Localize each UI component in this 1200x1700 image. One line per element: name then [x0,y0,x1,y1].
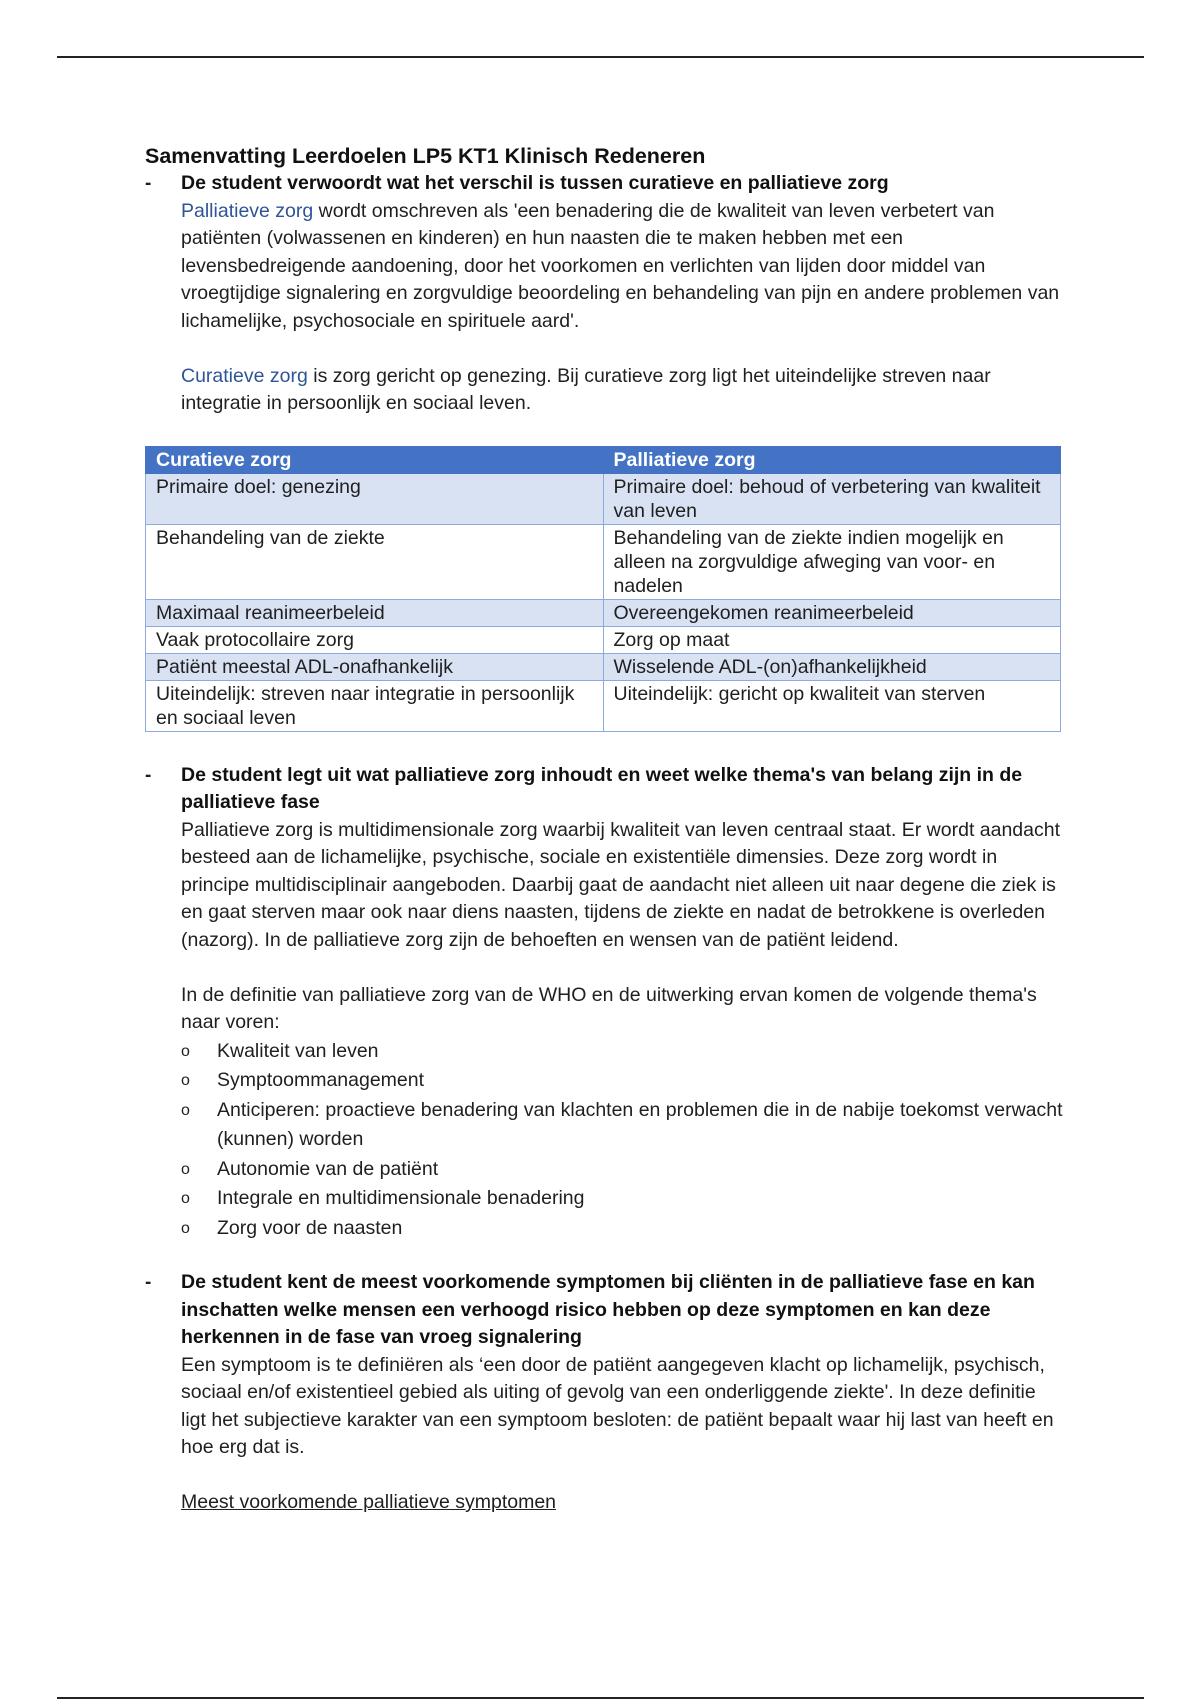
table-cell: Behandeling van de ziekte [146,524,604,599]
table-cell: Uiteindelijk: gericht op kwaliteit van sterven [603,680,1061,731]
list-item [181,1214,1065,1244]
document-content [145,142,1065,1517]
circle-bullet-icon: o [181,1101,190,1119]
table-cell: Maximaal reanimeerbeleid [146,599,604,626]
top-rule [57,56,1144,58]
section-bullet: - [145,1272,152,1293]
table-cell: Zorg op maat [603,626,1061,653]
table-cell: Overeengekomen reanimeerbeleid [603,599,1061,626]
section-palliative-themes [145,762,1065,1037]
table-cell: Patiënt meestal ADL-onafhankelijk [146,653,604,680]
table-row [146,473,1061,524]
table-row [146,599,1061,626]
section-heading: De student kent de meest voorkomende symptomen bij cliënten in de palliatieve fase en kan inschatten welke mensen een verhoogd risico hebben op deze symptomen en kan deze herkennen in de fase van vroeg signalering [181,1271,1035,1348]
palliative-definition-text: wordt omschreven als 'een benadering die de kwaliteit van leven verbetert van patiënten (volwassenen en kinderen) en hun naasten die te maken hebben met een levensbedreigende aandoening, door het voorkomen en verlichten van lijden door middel van vroegtijdige signalering en zorgvuldige beoordeling en behandeling van pijn en andere problemen van lichamelijke, psychosociale en spirituele aard'. [181,199,1060,332]
table-header-row [146,446,1061,473]
list-item-text: Symptoommanagement [217,1069,425,1091]
bottom-rule [57,1697,1144,1699]
list-item [181,1184,1065,1214]
curative-care-link[interactable]: Curatieve zorg [181,364,308,387]
curative-definition-text: is zorg gericht op genezing. Bij curatieve zorg ligt het uiteindelijke streven naar integratie in persoonlijk en sociaal leven. [181,364,991,414]
comparison-table [145,446,1061,732]
circle-bullet-icon: o [181,1072,190,1089]
themes-list [145,1037,1065,1244]
circle-bullet-icon: o [181,1219,190,1237]
table-cell: Primaire doel: genezing [146,473,604,524]
section-curative-vs-palliative [145,170,1065,418]
section-heading: De student verwoordt wat het verschil is tussen curatieve en palliatieve zorg [181,172,889,194]
table-cell: Behandeling van de ziekte indien mogelijk en alleen na zorgvuldige afweging van voor- en nadelen [603,524,1061,599]
table-row [146,626,1061,653]
list-item-text: Zorg voor de naasten [217,1216,403,1239]
who-definition-intro: In de definitie van palliatieve zorg van de WHO en de uitwerking ervan komen de volgende thema's naar voren: [181,983,1037,1033]
table-cell: Vaak protocollaire zorg [146,626,604,653]
table-cell: Wisselende ADL-(on)afhankelijkheid [603,653,1061,680]
section-bullet: - [145,764,152,786]
list-item-text: Autonomie van de patiënt [217,1157,439,1180]
section-symptoms [145,1269,1065,1517]
list-item [181,1096,1065,1155]
table-header-curative: Curatieve zorg [146,446,604,473]
list-item [181,1037,1065,1067]
palliative-definition [181,198,1065,336]
circle-bullet-icon: o [181,1190,190,1207]
list-item-text: Anticiperen: proactieve benadering van klachten en problemen die in de nabije toekomst verwacht (kunnen) worden [217,1098,1063,1150]
table-header-palliative: Palliatieve zorg [603,446,1061,473]
list-item-text: Kwaliteit van leven [217,1039,379,1062]
table-cell: Primaire doel: behoud of verbetering van kwaliteit van leven [603,473,1061,524]
symptoms-subheading: Meest voorkomende palliatieve symptomen [181,1491,557,1513]
list-item [181,1066,1065,1096]
table-row [146,653,1061,680]
palliative-care-link[interactable]: Palliatieve zorg [181,199,314,222]
table-row [146,524,1061,599]
document-title: Samenvatting Leerdoelen LP5 KT1 Klinisch Redeneren [145,144,706,168]
list-item-text: Integrale en multidimensionale benadering [217,1187,585,1209]
circle-bullet-icon: o [181,1160,190,1178]
section-bullet: - [145,173,152,194]
section-heading: De student legt uit wat palliatieve zorg inhoudt en weet welke thema's van belang zijn in de palliatieve fase [181,763,1023,813]
symptom-definition: Een symptoom is te definiëren als ‘een door de patiënt aangegeven klacht op lichamelijk, psychisch, sociaal en/of existentieel gebied als uiting of gevolg van een onderliggende ziekte'. In deze definitie ligt het subjectieve karakter van een symptoom besloten: de patiënt bepaalt waar hij last van heeft en hoe erg dat is. [181,1353,1054,1458]
table-row [146,680,1061,731]
circle-bullet-icon: o [181,1042,190,1060]
curative-definition [181,363,1065,418]
palliative-description: Palliatieve zorg is multidimensionale zorg waarbij kwaliteit van leven centraal staat. Er wordt aandacht besteed aan de lichamelijke, psychische, sociale en existentiële dimensies. Deze zorg wordt in principe multidisciplinair aangeboden. Daarbij gaat de aandacht niet alleen uit naar degene die ziek is en gaat sterven maar ook naar diens naasten, tijdens de ziekte en nadat de betrokkene is overleden (nazorg). In de palliatieve zorg zijn de behoeften en wensen van de patiënt leidend. [181,818,1061,951]
table-cell: Uiteindelijk: streven naar integratie in persoonlijk en sociaal leven [146,680,604,731]
list-item [181,1155,1065,1185]
